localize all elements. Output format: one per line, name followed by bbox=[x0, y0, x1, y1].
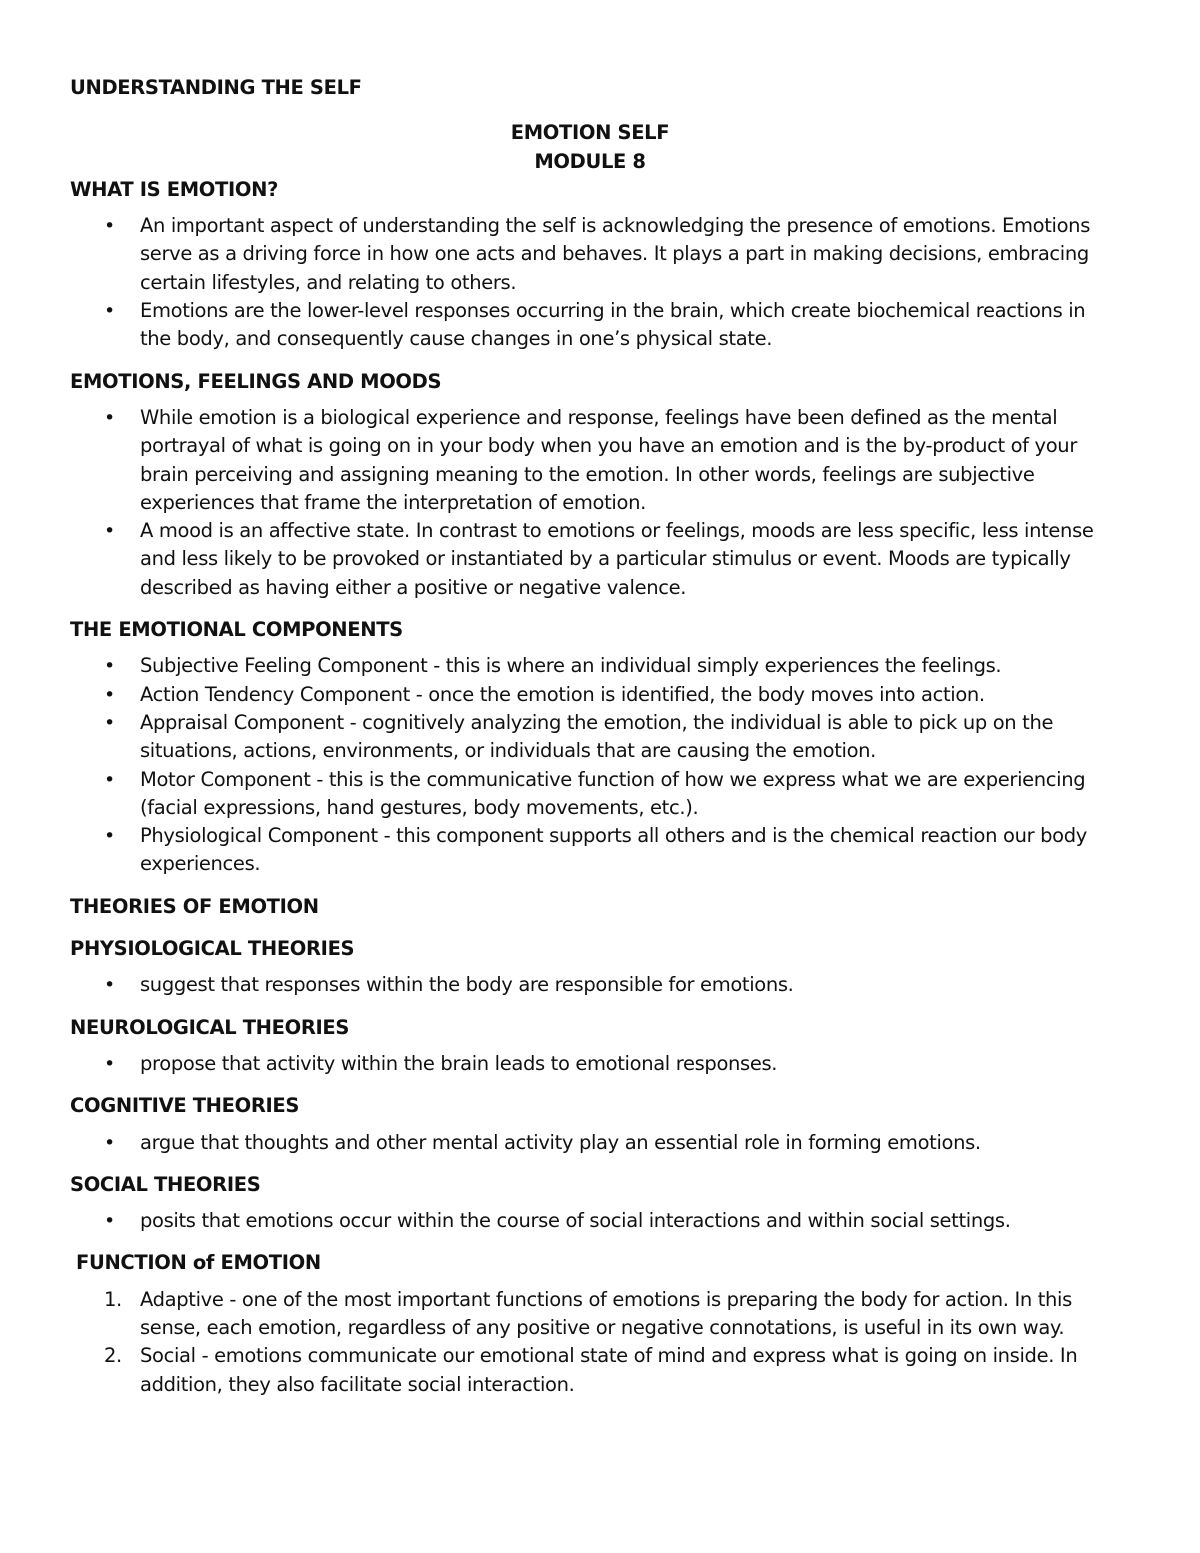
function-of-emotion-list bbox=[70, 1286, 1110, 1399]
section-heading-cognitive-theories: COGNITIVE THEORIES bbox=[70, 1094, 300, 1118]
emotional-components-list bbox=[70, 652, 1110, 878]
numbered-list-item bbox=[70, 1286, 1110, 1343]
list-item: • Motor Component - this is the communicative function of how we express what we are experiencing (facial expressions, hand gestures, body movements, etc.). bbox=[70, 766, 1110, 823]
list-item: • Physiological Component - this component supports all others and is the chemical reaction our body experiences. bbox=[70, 822, 1110, 879]
cognitive-theories-list bbox=[70, 1129, 1110, 1157]
list-item: • An important aspect of understanding the self is acknowledging the presence of emotions. Emotions serve as a driving force in how one acts and behaves. It plays a part in making decisions, embracing certain lifestyles, and relating to others. bbox=[70, 212, 1110, 297]
module-number: MODULE 8 bbox=[534, 149, 646, 173]
list-item: • Action Tendency Component - once the emotion is identified, the body moves into action. bbox=[70, 681, 1110, 709]
list-item: • A mood is an affective state. In contrast to emotions or feelings, moods are less specific, less intense and less likely to be provoked or instantiated by a particular stimulus or event. Moods are typically described as having either a positive or negative valence. bbox=[70, 517, 1110, 602]
list-item-text: Adaptive - one of the most important functions of emotions is preparing the body for action. In this sense, each emotion, regardless of any positive or negative connotations, is useful in its own way. bbox=[140, 1287, 1072, 1339]
list-number: 2. bbox=[104, 1344, 122, 1368]
list-number: 1. bbox=[104, 1287, 122, 1311]
list-item: • propose that activity within the brain leads to emotional responses. bbox=[70, 1050, 1110, 1078]
section-heading-neurological-theories: NEUROLOGICAL THEORIES bbox=[70, 1015, 350, 1039]
list-item: • Appraisal Component - cognitively analyzing the emotion, the individual is able to pick up on the situations, actions, environments, or individuals that are causing the emotion. bbox=[70, 709, 1110, 766]
list-item: • Emotions are the lower-level responses occurring in the brain, which create biochemical reactions in the body, and consequently cause changes in one’s physical state. bbox=[70, 297, 1110, 354]
section-heading-social-theories: SOCIAL THEORIES bbox=[70, 1172, 261, 1196]
module-title: EMOTION SELF bbox=[510, 121, 670, 145]
section-heading-theories-of-emotion: THEORIES OF EMOTION bbox=[70, 894, 319, 918]
emotions-feelings-moods-list bbox=[70, 404, 1110, 602]
neurological-theories-list bbox=[70, 1050, 1110, 1078]
physiological-theories-list bbox=[70, 971, 1110, 999]
section-heading-emotions-feelings-moods: EMOTIONS, FEELINGS AND MOODS bbox=[70, 369, 442, 393]
social-theories-list bbox=[70, 1207, 1110, 1235]
section-heading-physiological-theories: PHYSIOLOGICAL THEORIES bbox=[70, 937, 355, 961]
list-item: • Subjective Feeling Component - this is where an individual simply experiences the feelings. bbox=[70, 652, 1110, 680]
section-heading-emotional-components: THE EMOTIONAL COMPONENTS bbox=[70, 618, 403, 642]
what-is-emotion-list bbox=[70, 212, 1110, 353]
list-item: • While emotion is a biological experience and response, feelings have been defined as the mental portrayal of what is going on in your body when you have an emotion and is the by-product of your brain perceiving and assigning meaning to the emotion. In other words, feelings are subjective experiences that frame the interpretation of emotion. bbox=[70, 404, 1110, 517]
list-item: • argue that thoughts and other mental activity play an essential role in forming emotions. bbox=[70, 1129, 1110, 1157]
list-item-text: Social - emotions communicate our emotional state of mind and express what is going on inside. In addition, they also facilitate social interaction. bbox=[140, 1344, 1078, 1396]
document-title: UNDERSTANDING THE SELF bbox=[70, 76, 362, 99]
list-item: • posits that emotions occur within the course of social interactions and within social settings. bbox=[70, 1207, 1110, 1235]
section-heading-function-of-emotion: FUNCTION of EMOTION bbox=[76, 1251, 321, 1275]
numbered-list-item bbox=[70, 1342, 1110, 1399]
section-heading-what-is-emotion: WHAT IS EMOTION? bbox=[70, 177, 279, 201]
list-item: • suggest that responses within the body are responsible for emotions. bbox=[70, 971, 1110, 999]
